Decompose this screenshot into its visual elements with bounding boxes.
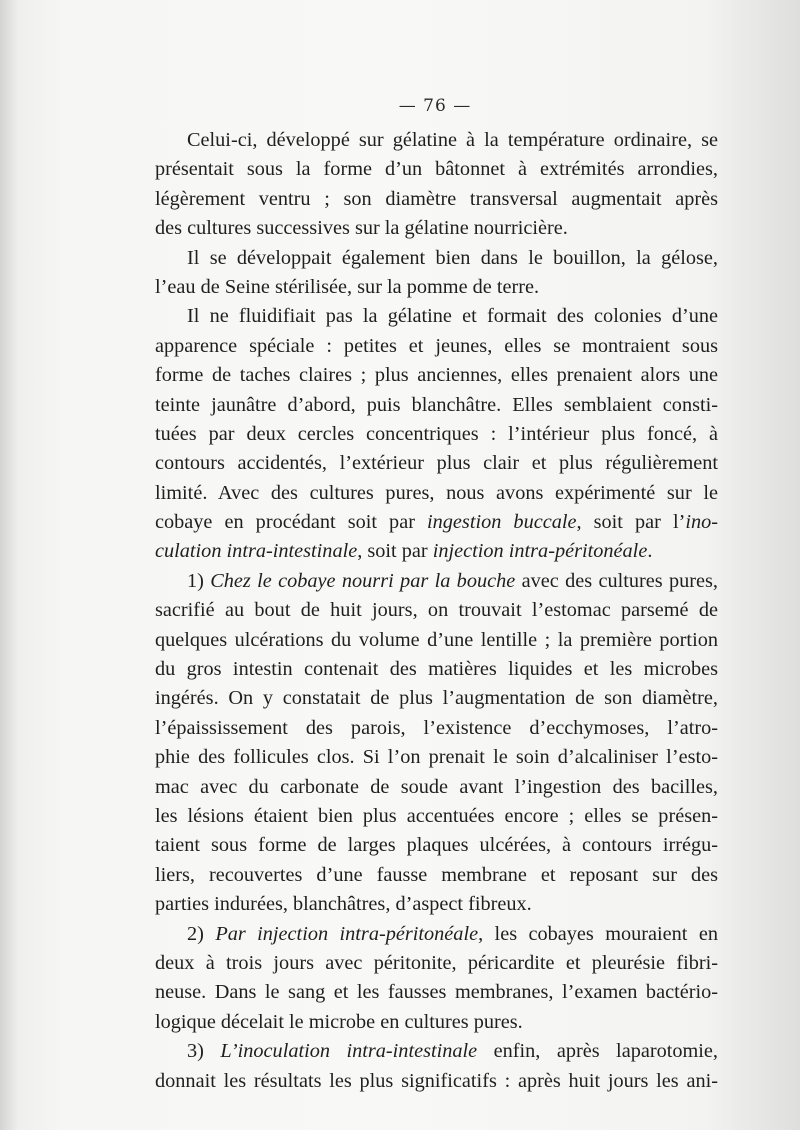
line-text: tuées par deux cercles concentriques : l’intérieur plus foncé, à <box>155 422 718 445</box>
line-text: des cultures successives sur la gélatine nourricière. <box>155 217 568 240</box>
text-line <box>155 655 718 684</box>
line-text: teinte jaunâtre d’abord, puis blanchâtre. Elles semblaient consti- <box>155 393 718 416</box>
line-text: deux à trois jours avec péritonite, péricardite et pleurésie fibri- <box>155 951 718 974</box>
line-text: enfin, après laparotomie, <box>477 1040 718 1063</box>
text-line <box>155 126 718 155</box>
line-text: mac avec du carbonate de soude avant l’ingestion des bacilles, <box>155 775 718 798</box>
line-text: , soit par <box>357 540 433 563</box>
text-line <box>155 449 718 478</box>
text-line <box>155 978 718 1007</box>
line-text: légèrement ventru ; son diamètre transversal augmentait après <box>155 187 718 210</box>
text-line <box>155 626 718 655</box>
text-line <box>155 155 718 184</box>
line-text: 2) <box>187 922 216 945</box>
line-text: logique décelait le microbe en cultures pures. <box>155 1010 523 1033</box>
line-text: ingérés. On y constatait de plus l’augmentation de son diamètre, <box>155 687 718 710</box>
italic-text: L’inoculation intra-intestinale <box>220 1040 478 1063</box>
text-line <box>155 1008 718 1037</box>
line-text: phie des follicules clos. Si l’on prenait le soin d’alcaliniser l’esto- <box>155 746 718 769</box>
text-line <box>155 773 718 802</box>
text-line <box>155 479 718 508</box>
text-line <box>155 949 718 978</box>
text-line <box>155 802 718 831</box>
line-text: neuse. Dans le sang et les fausses membranes, l’examen bactério- <box>155 981 718 1004</box>
text-line <box>155 596 718 625</box>
text-line <box>155 361 718 390</box>
text-line <box>155 567 718 596</box>
text-line <box>155 273 718 302</box>
text-line <box>155 743 718 772</box>
line-text: liers, recouvertes d’une fausse membrane et reposant sur des <box>155 863 718 886</box>
text-line <box>155 185 718 214</box>
text-line <box>155 714 718 743</box>
italic-text: ino- <box>685 511 718 534</box>
body-text <box>155 126 718 1096</box>
line-text: avec des cultures pures, <box>515 569 719 592</box>
text-line <box>155 244 718 273</box>
italic-text: Chez le cobaye nourri par la bouche <box>210 569 516 592</box>
italic-text: injection intra-péritonéale <box>432 540 648 563</box>
line-text: Celui-ci, développé sur gélatine à la température ordinaire, se <box>187 129 718 151</box>
line-text: . <box>647 540 653 563</box>
line-text: taient sous forme de larges plaques ulcérées, à contours irrégu- <box>155 834 718 857</box>
line-text: Il se développait également bien dans le bouillon, la gélose, <box>187 246 718 269</box>
line-text: apparence spéciale : petites et jeunes, elles se montraient sous <box>155 334 718 357</box>
text-line <box>155 890 718 919</box>
text-line <box>155 1037 718 1066</box>
line-text: cobaye en procédant soit par <box>155 511 428 534</box>
text-line <box>155 302 718 331</box>
text-line <box>155 332 718 361</box>
line-text: Il ne fluidifiait pas la gélatine et formait des colonies d’une <box>187 305 718 328</box>
line-text: du gros intestin contenait des matières liquides et les microbes <box>155 658 718 681</box>
line-text: sacrifié au bout de huit jours, on trouvait l’estomac parsemé de <box>155 599 718 622</box>
text-line <box>155 920 718 949</box>
text-line <box>155 391 718 420</box>
line-text: l’épaississement des parois, l’existence d’ecchymoses, l’atro- <box>155 716 718 739</box>
text-line <box>155 537 718 566</box>
italic-text: Par injection intra-péritonéale <box>215 922 479 945</box>
line-text: , soit par l’ <box>576 511 686 534</box>
text-line <box>155 831 718 860</box>
line-text: quelques ulcérations du volume d’une lentille ; la première portion <box>155 628 718 651</box>
text-line <box>155 861 718 890</box>
line-text: les lésions étaient bien plus accentuées encore ; elles se présen- <box>155 804 718 827</box>
page-number: — 76 — <box>398 96 472 116</box>
line-text: donnait les résultats les plus significatifs : après huit jours les ani- <box>155 1069 718 1092</box>
text-line <box>155 214 718 243</box>
line-text: 3) <box>187 1040 221 1063</box>
text-line <box>155 508 718 537</box>
italic-text: culation intra-intestinale <box>155 540 358 563</box>
line-text: forme de taches claires ; plus anciennes, elles prenaient alors une <box>155 364 718 387</box>
line-text: parties indurées, blanchâtres, d’aspect fibreux. <box>155 893 532 916</box>
line-text: 1) <box>187 569 211 592</box>
text-line <box>155 420 718 449</box>
line-text: , les cobayes mouraient en <box>478 922 718 945</box>
line-text: l’eau de Seine stérilisée, sur la pomme de terre. <box>155 275 540 298</box>
italic-text: ingestion buccale <box>427 511 577 534</box>
line-text: contours accidentés, l’extérieur plus clair et plus régulièrement <box>155 452 718 475</box>
line-text: présentait sous la forme d’un bâtonnet à extrémités arrondies, <box>155 158 718 181</box>
line-text: limité. Avec des cultures pures, nous avons expérimenté sur le <box>155 481 718 504</box>
text-line <box>155 1067 718 1096</box>
text-line <box>155 684 718 713</box>
